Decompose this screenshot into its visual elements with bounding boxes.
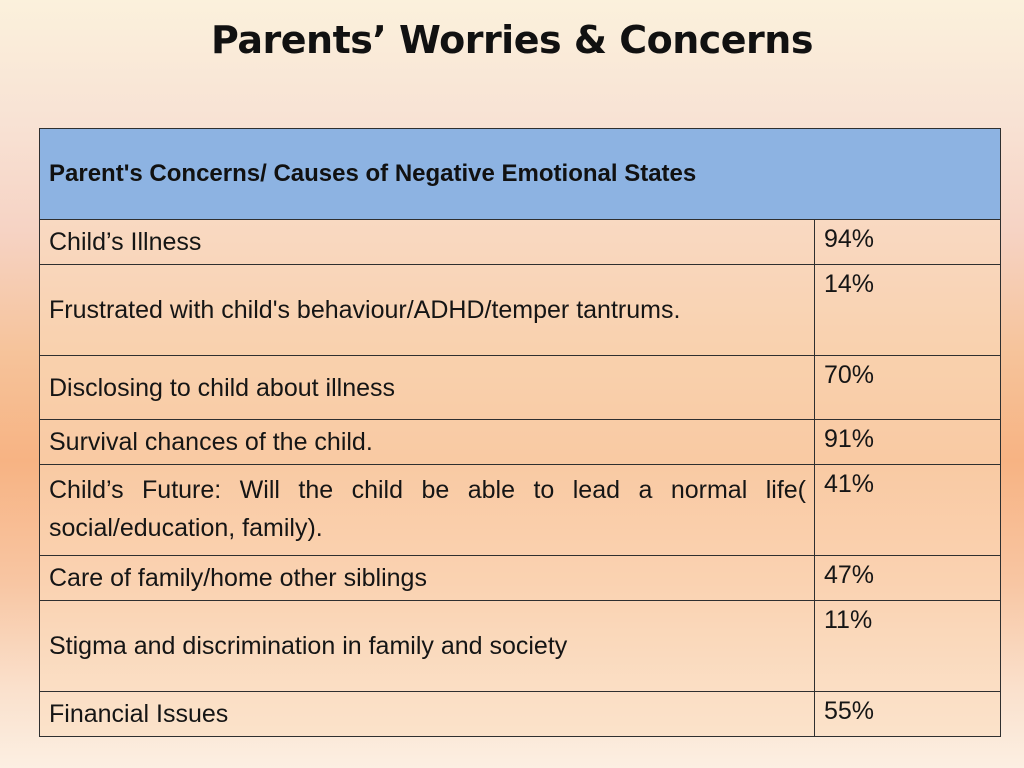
- percent-cell: 11%: [815, 601, 1001, 692]
- slide-title: Parents’ Worries & Concerns: [211, 18, 813, 62]
- table-row: [40, 265, 1001, 356]
- table-row: [40, 601, 1001, 692]
- table-row: [40, 220, 1001, 265]
- table-header: Parent's Concerns/ Causes of Negative Emotional States: [40, 129, 1001, 220]
- concerns-table: [39, 128, 1001, 737]
- table-row: [40, 356, 1001, 420]
- table-header-row: [40, 129, 1001, 220]
- concern-cell: Child’s Future: Will the child be able to lead a normal life( social/education, family).: [40, 465, 815, 556]
- table-row: [40, 420, 1001, 465]
- concern-cell: Care of family/home other siblings: [40, 556, 815, 601]
- percent-cell: 47%: [815, 556, 1001, 601]
- table-row: [40, 556, 1001, 601]
- concerns-table-container: [39, 128, 1000, 737]
- concern-cell: Frustrated with child's behaviour/ADHD/temper tantrums.: [40, 265, 815, 356]
- concern-cell: Stigma and discrimination in family and society: [40, 601, 815, 692]
- concern-cell: Survival chances of the child.: [40, 420, 815, 465]
- percent-cell: 14%: [815, 265, 1001, 356]
- concern-cell: Disclosing to child about illness: [40, 356, 815, 420]
- percent-cell: 94%: [815, 220, 1001, 265]
- concern-cell: Child’s Illness: [40, 220, 815, 265]
- table-row: [40, 692, 1001, 737]
- concern-cell: Financial Issues: [40, 692, 815, 737]
- percent-cell: 91%: [815, 420, 1001, 465]
- table-row: [40, 465, 1001, 556]
- percent-cell: 41%: [815, 465, 1001, 556]
- percent-cell: 70%: [815, 356, 1001, 420]
- percent-cell: 55%: [815, 692, 1001, 737]
